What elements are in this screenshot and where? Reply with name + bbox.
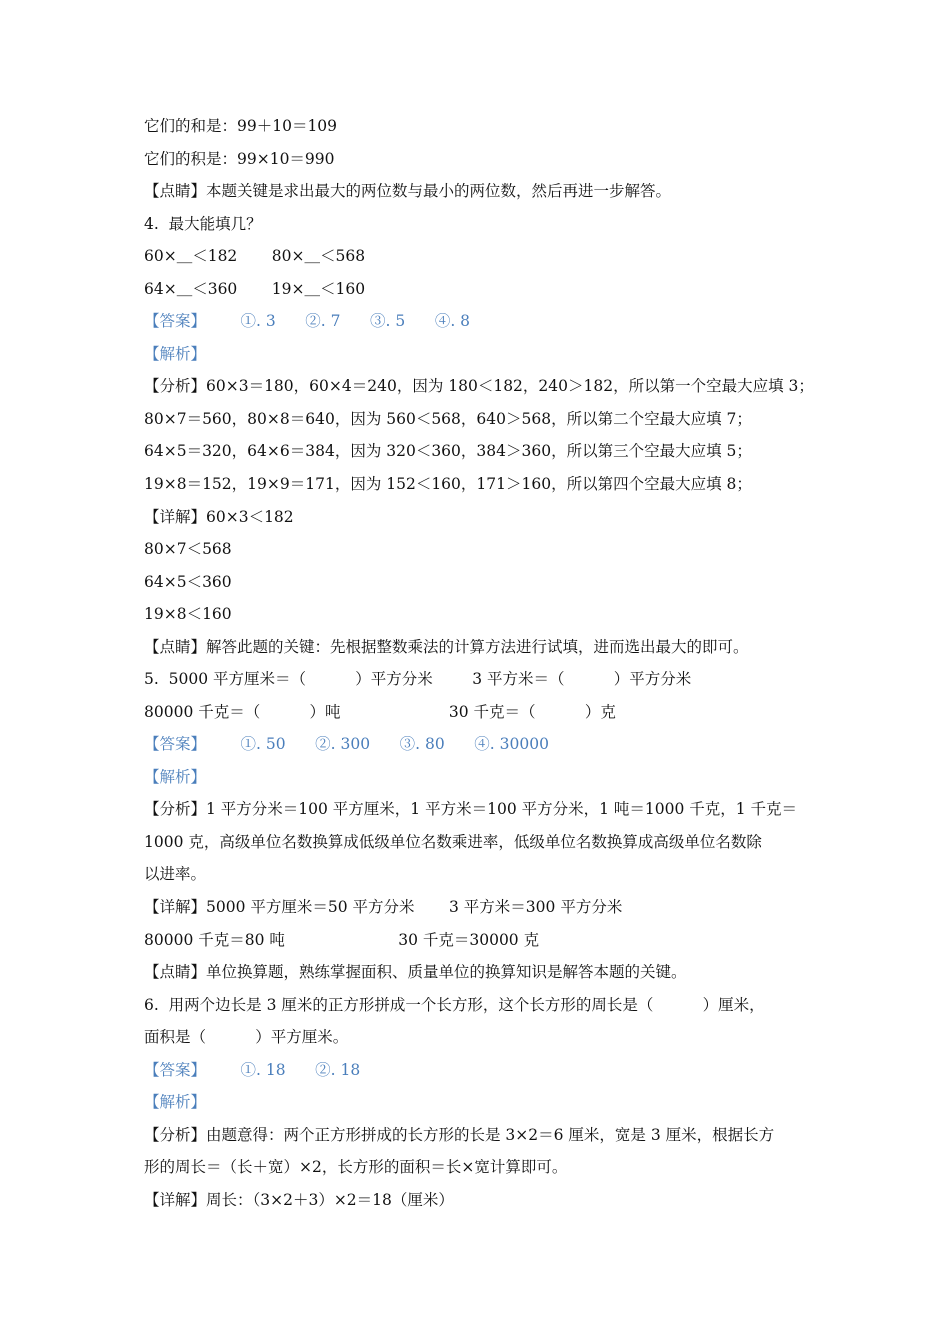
answer-q6: 【答案】 ①. 18 ②. 18 <box>144 1061 361 1079</box>
answer-q5: 【答案】 ①. 50 ②. 300 ③. 80 ④. 30000 <box>144 735 549 753</box>
answer-q4: 【答案】 ①. 3 ②. 7 ③. 5 ④. 8 <box>144 312 471 330</box>
question-6-line-2: 面积是（ ）平方厘米。 <box>144 1028 349 1046</box>
question-4-row-1: 60×＿＜182 80×＿＜568 <box>144 247 366 265</box>
analysis-q6-line-1: 【分析】由题意得：两个正方形拼成的长方形的长是 3×2＝6 厘米，宽是 3 厘米，根据长方 <box>144 1126 775 1144</box>
analysis-q5-line-2: 1000 克，高级单位名数换算成低级单位名数乘进率，低级单位名数换算成高级单位名数除 <box>144 833 762 851</box>
question-6-line-1: 6. 用两个边长是 3 厘米的正方形拼成一个长方形，这个长方形的周长是（ ）厘米， <box>144 996 765 1014</box>
analysis-q4-line-3: 64×5＝320，64×6＝384，因为 320＜360，384＞360，所以第三个空最大应填 5； <box>144 442 752 460</box>
detail-q4-line-2: 80×7＜568 <box>144 540 232 558</box>
question-4-title: 4. 最大能填几？ <box>144 215 262 233</box>
analysis-q4-line-4: 19×8＝152，19×9＝171，因为 152＜160，171＞160，所以第四个空最大应填 8； <box>144 475 752 493</box>
analysis-q5-line-1: 【分析】1 平方分米＝100 平方厘米，1 平方米＝100 平方分米，1 吨＝1000 千克，1 千克＝ <box>144 800 798 818</box>
sum-line: 它们的和是：99＋10＝109 <box>144 117 338 135</box>
analysis-q5-line-3: 以进率。 <box>144 865 207 883</box>
detail-q4-line-3: 64×5＜360 <box>144 573 232 591</box>
analysis-label-q6: 【解析】 <box>144 1093 207 1111</box>
detail-q4-line-1: 【详解】60×3＜182 <box>144 508 294 526</box>
analysis-q6-line-2: 形的周长＝（长＋宽）×2，长方形的面积＝长×宽计算即可。 <box>144 1158 568 1176</box>
question-5-row-1: 5. 5000 平方厘米＝（ ）平方分米 3 平方米＝（ ）平方分米 <box>144 670 692 688</box>
detail-q5-line-2: 80000 千克＝80 吨 30 千克＝30000 克 <box>144 931 540 949</box>
analysis-label-q5: 【解析】 <box>144 768 207 786</box>
product-line: 它们的积是：99×10＝990 <box>144 150 335 168</box>
detail-q4-line-4: 19×8＜160 <box>144 605 232 623</box>
analysis-q4-line-1: 【分析】60×3＝180，60×4＝240，因为 180＜182，240＞182，所以第一个空最大应填 3； <box>144 377 814 395</box>
question-4-row-2: 64×＿＜360 19×＿＜160 <box>144 280 366 298</box>
analysis-q4-line-2: 80×7＝560，80×8＝640，因为 560＜568，640＞568，所以第二个空最大应填 7； <box>144 410 752 428</box>
question-5-row-2: 80000 千克＝（ ）吨 30 千克＝（ ）克 <box>144 703 616 721</box>
key-point-q4: 【点睛】解答此题的关键：先根据整数乘法的计算方法进行试填，进而选出最大的即可。 <box>144 638 749 656</box>
key-point-q3: 【点睛】本题关键是求出最大的两位数与最小的两位数，然后再进一步解答。 <box>144 182 672 200</box>
detail-q6-line-1: 【详解】周长：（3×2＋3）×2＝18（厘米） <box>144 1191 454 1209</box>
detail-q5-line-1: 【详解】5000 平方厘米＝50 平方分米 3 平方米＝300 平方分米 <box>144 898 623 916</box>
key-point-q5: 【点睛】单位换算题，熟练掌握面积、质量单位的换算知识是解答本题的关键。 <box>144 963 687 981</box>
analysis-label-q4: 【解析】 <box>144 345 207 363</box>
